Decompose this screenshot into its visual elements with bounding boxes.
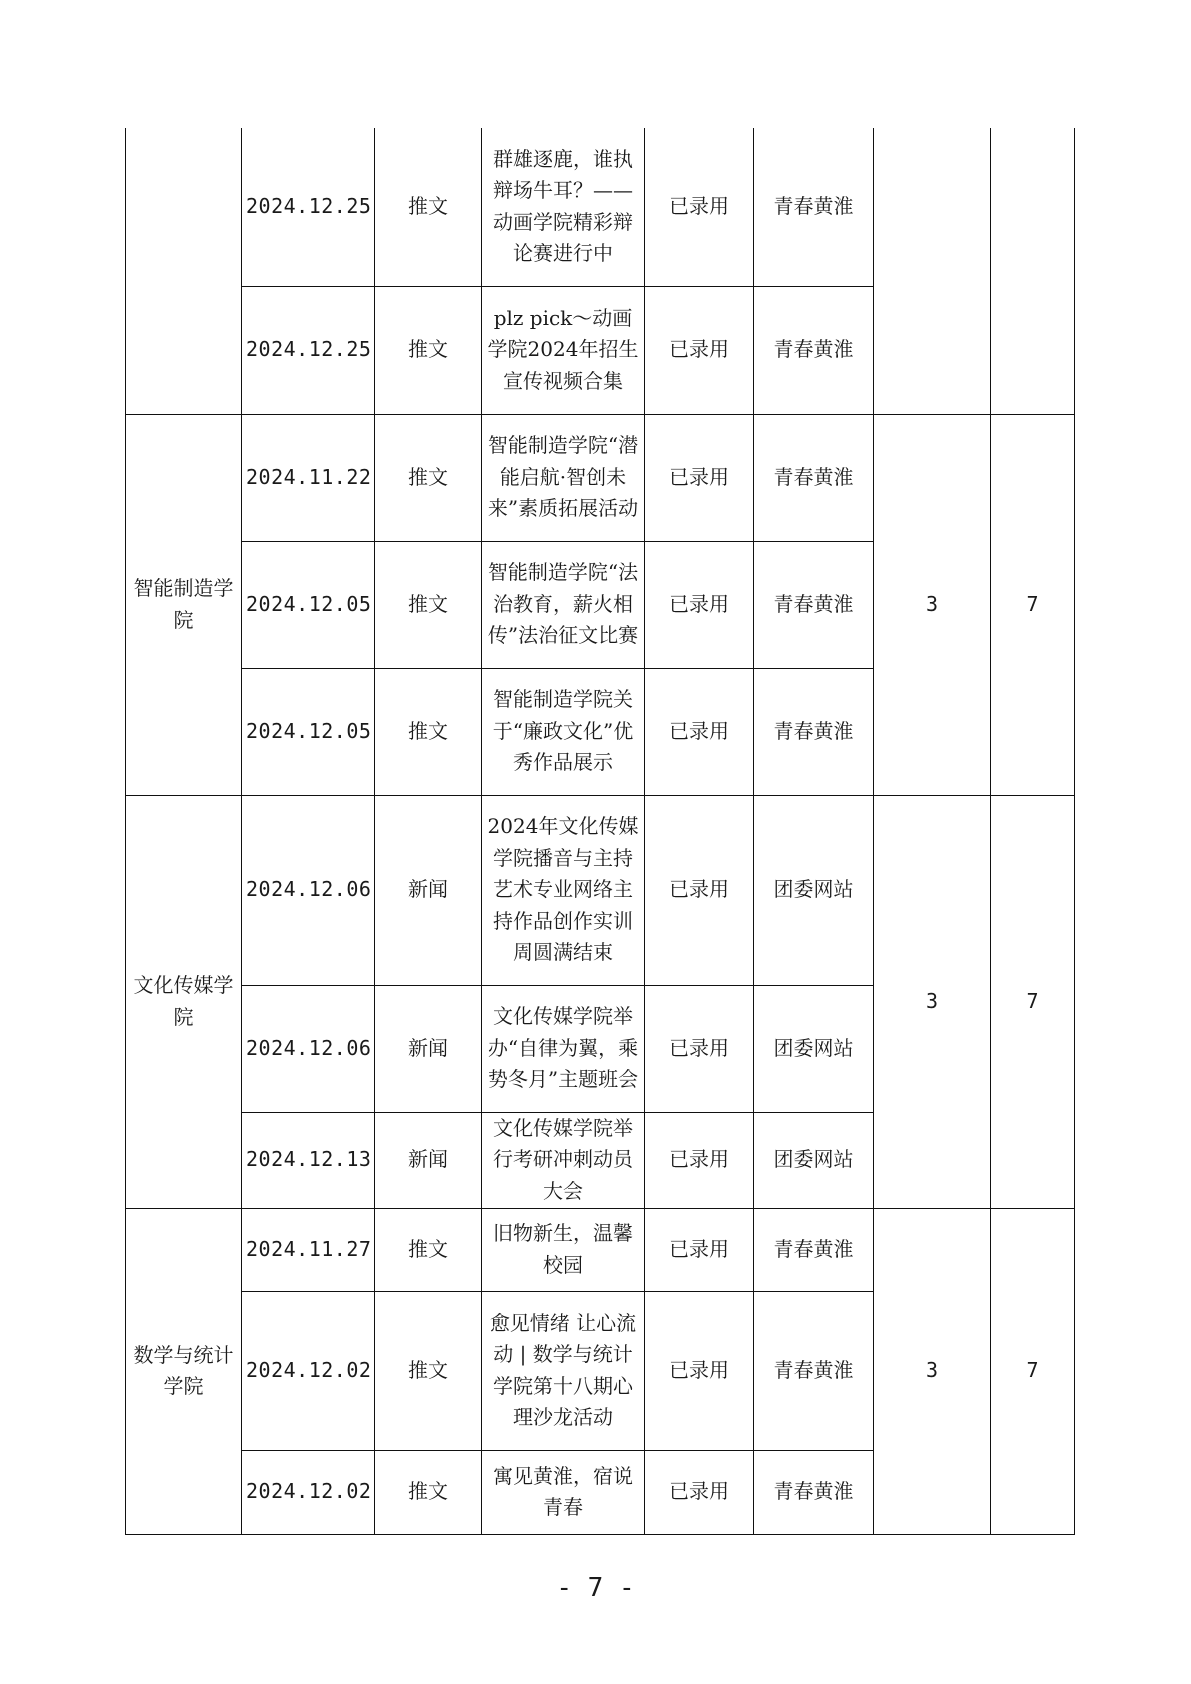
date-cell: 2024.12.06: [242, 795, 375, 985]
type-cell: 推文: [375, 414, 482, 541]
type-cell: 推文: [375, 1291, 482, 1450]
platform-cell: 青春黄淮: [754, 668, 874, 795]
submission-table: [125, 128, 1075, 1535]
title-cell: 智能制造学院“潜能启航·智创未来”素质拓展活动: [482, 414, 645, 541]
count-cell-continued: [874, 128, 991, 414]
title-cell: 文化传媒学院举行考研冲刺动员大会: [482, 1112, 645, 1208]
count-cell: 3: [874, 795, 991, 1208]
college-cell-continued: [126, 128, 242, 414]
platform-cell: 青春黄淮: [754, 128, 874, 286]
status-cell: 已录用: [645, 1112, 754, 1208]
title-cell: 智能制造学院“法治教育，薪火相传”法治征文比赛: [482, 541, 645, 668]
score-cell: 7: [991, 414, 1075, 795]
status-cell: 已录用: [645, 668, 754, 795]
title-cell: 寓见黄淮，宿说青春: [482, 1450, 645, 1534]
platform-cell: 青春黄淮: [754, 414, 874, 541]
date-cell: 2024.12.06: [242, 985, 375, 1112]
count-cell: 3: [874, 1208, 991, 1534]
table-row: [126, 128, 1075, 286]
platform-cell: 团委网站: [754, 1112, 874, 1208]
type-cell: 新闻: [375, 1112, 482, 1208]
type-cell: 推文: [375, 668, 482, 795]
title-cell: 群雄逐鹿，谁执辩场牛耳？——动画学院精彩辩论赛进行中: [482, 128, 645, 286]
platform-cell: 青春黄淮: [754, 1450, 874, 1534]
platform-cell: 团委网站: [754, 985, 874, 1112]
title-cell: 智能制造学院关于“廉政文化”优秀作品展示: [482, 668, 645, 795]
type-cell: 推文: [375, 541, 482, 668]
status-cell: 已录用: [645, 985, 754, 1112]
status-cell: 已录用: [645, 1291, 754, 1450]
status-cell: 已录用: [645, 286, 754, 414]
date-cell: 2024.12.25: [242, 286, 375, 414]
table-row: [126, 414, 1075, 541]
date-cell: 2024.11.22: [242, 414, 375, 541]
platform-cell: 青春黄淮: [754, 1291, 874, 1450]
title-cell: 文化传媒学院举办“自律为翼，乘势冬月”主题班会: [482, 985, 645, 1112]
date-cell: 2024.12.02: [242, 1291, 375, 1450]
status-cell: 已录用: [645, 1450, 754, 1534]
type-cell: 推文: [375, 128, 482, 286]
platform-cell: 青春黄淮: [754, 286, 874, 414]
type-cell: 推文: [375, 286, 482, 414]
type-cell: 推文: [375, 1208, 482, 1291]
college-cell: 智能制造学院: [126, 414, 242, 795]
status-cell: 已录用: [645, 795, 754, 985]
page-number: - 7 -: [556, 1573, 635, 1603]
date-cell: 2024.12.02: [242, 1450, 375, 1534]
college-cell: 文化传媒学院: [126, 795, 242, 1208]
title-cell: 愈见情绪 让心流动 | 数学与统计学院第十八期心理沙龙活动: [482, 1291, 645, 1450]
table-row: [126, 1208, 1075, 1291]
status-cell: 已录用: [645, 414, 754, 541]
date-cell: 2024.11.27: [242, 1208, 375, 1291]
date-cell: 2024.12.13: [242, 1112, 375, 1208]
platform-cell: 团委网站: [754, 795, 874, 985]
date-cell: 2024.12.05: [242, 541, 375, 668]
type-cell: 新闻: [375, 795, 482, 985]
score-cell: 7: [991, 795, 1075, 1208]
title-cell: plz pick～动画学院2024年招生宣传视频合集: [482, 286, 645, 414]
platform-cell: 青春黄淮: [754, 1208, 874, 1291]
status-cell: 已录用: [645, 541, 754, 668]
college-cell: 数学与统计学院: [126, 1208, 242, 1534]
title-cell: 2024年文化传媒学院播音与主持艺术专业网络主持作品创作实训周圆满结束: [482, 795, 645, 985]
type-cell: 推文: [375, 1450, 482, 1534]
date-cell: 2024.12.05: [242, 668, 375, 795]
type-cell: 新闻: [375, 985, 482, 1112]
platform-cell: 青春黄淮: [754, 541, 874, 668]
title-cell: 旧物新生，温馨校园: [482, 1208, 645, 1291]
table-row: [126, 795, 1075, 985]
count-cell: 3: [874, 414, 991, 795]
score-cell: 7: [991, 1208, 1075, 1534]
status-cell: 已录用: [645, 1208, 754, 1291]
status-cell: 已录用: [645, 128, 754, 286]
date-cell: 2024.12.25: [242, 128, 375, 286]
score-cell-continued: [991, 128, 1075, 414]
